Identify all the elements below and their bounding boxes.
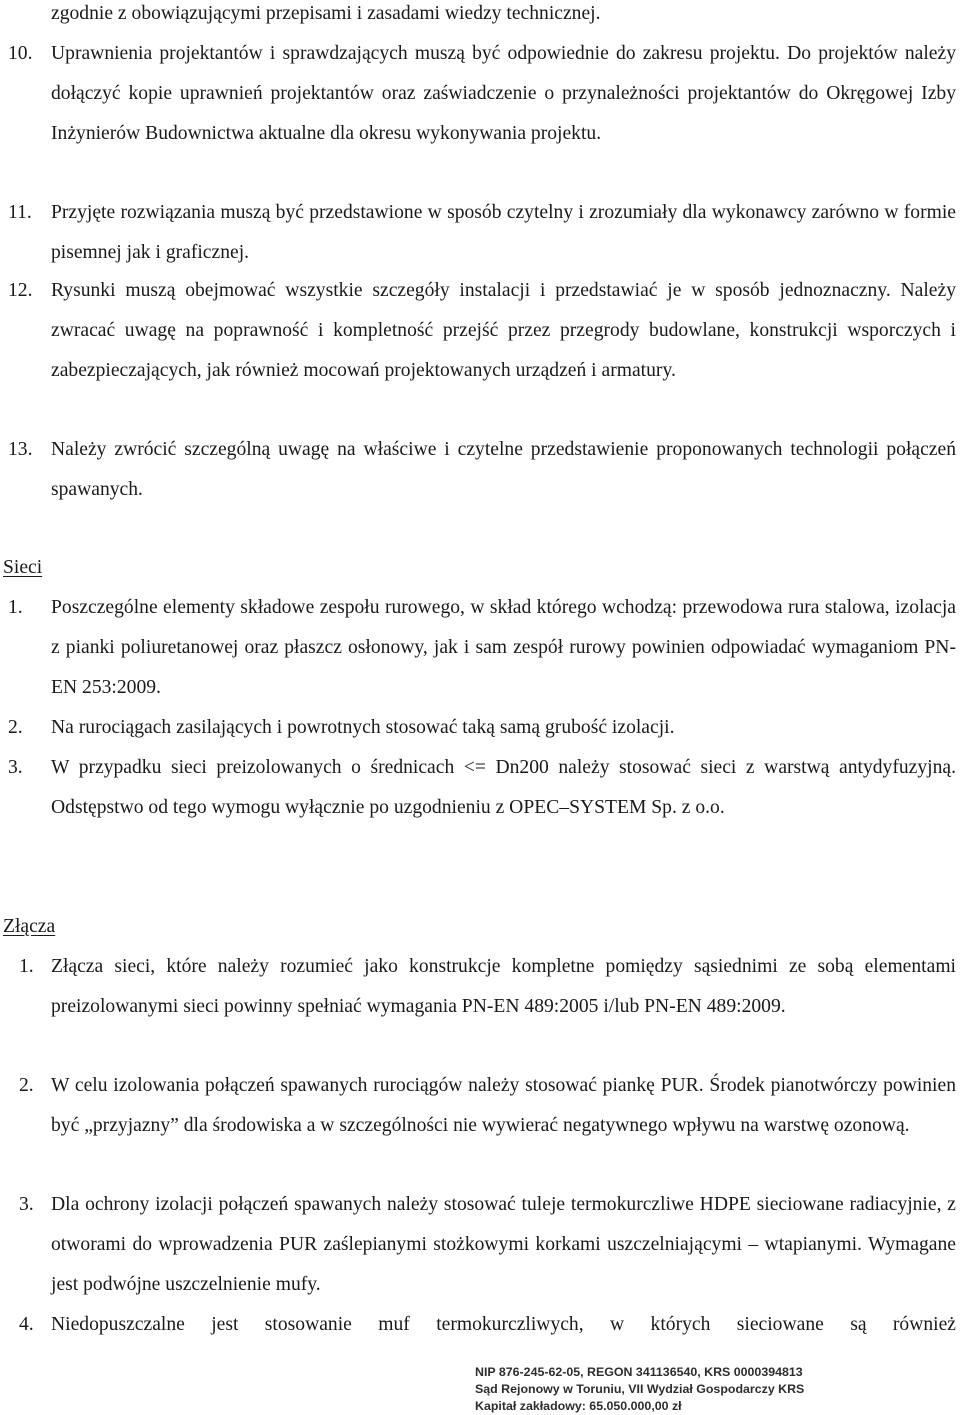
list-item	[0, 430, 956, 510]
item-number: 13.	[8, 439, 33, 460]
footer-line: Kapitał zakładowy: 65.050.000,00 zł	[475, 1399, 682, 1413]
item-text: Poszczególne elementy składowe zespołu rurowego, w skład którego wchodzą: przewodowa rura stalowa, izolacja z pianki poliuretanowej oraz płaszcz osłonowy, jak i sam zespół rurowy powinien odpowiadać wymaganiom PN-EN 253:2009.	[51, 597, 956, 698]
list-item	[0, 748, 956, 828]
item-number: 4.	[19, 1314, 34, 1335]
item-number: 11.	[8, 202, 32, 223]
footer-line: Sąd Rejonowy w Toruniu, VII Wydział Gospodarczy KRS	[475, 1382, 805, 1396]
list-item	[0, 947, 956, 1027]
item-text: W przypadku sieci preizolowanych o średnicach <= Dn200 należy stosować sieci z warstwą antydyfuzyjną. Odstępstwo od tego wymogu wyłącznie po uzgodnieniu z OPEC–SYSTEM Sp. z o.o.	[51, 757, 956, 818]
footer-line: NIP 876-245-62-05, REGON 341136540, KRS 0000394813	[475, 1365, 803, 1379]
item-number: 3.	[19, 1194, 34, 1215]
item-text: W celu izolowania połączeń spawanych rurociągów należy stosować piankę PUR. Środek pianotwórczy powinien być „przyjazny” dla środowiska a w szczególności nie wywierać negatywnego wpływu na warstwę ozonową.	[51, 1075, 956, 1136]
list-item	[0, 193, 956, 273]
item-text: Niedopuszczalne jest stosowanie muf termokurczliwych, w których sieciowane są również	[51, 1314, 956, 1335]
continuation-line: zgodnie z obowiązującymi przepisami i zasadami wiedzy technicznej.	[51, 3, 601, 24]
footer-company-info	[475, 1364, 895, 1415]
list-item	[0, 34, 956, 154]
item-number: 3.	[8, 757, 23, 778]
item-text: Dla ochrony izolacji połączeń spawanych należy stosować tuleje termokurczliwe HDPE sieciowane radiacyjnie, z otworami do wprowadzenia PUR zaślepianymi stożkowymi korkami uszczelniającymi – wtapianymi. Wymagane jest podwójne uszczelnienie mufy.	[51, 1194, 956, 1295]
item-number: 10.	[8, 43, 33, 64]
item-text: Złącza sieci, które należy rozumieć jako konstrukcje kompletne pomiędzy sąsiednimi ze sobą elementami preizolowanymi sieci powinny spełniać wymagania PN-EN 489:2005 i/lub PN-EN 489:2009.	[51, 956, 956, 1017]
list-item	[0, 708, 956, 748]
item-number: 2.	[8, 717, 23, 738]
list-item	[0, 271, 956, 391]
item-text: Rysunki muszą obejmować wszystkie szczegóły instalacji i przedstawiać je w sposób jednoznaczny. Należy zwracać uwagę na poprawność i kompletność przejść przez przegrody budowlane, konstrukcji wsporczych i zabezpieczających, jak również mocowań projektowanych urządzeń i armatury.	[51, 280, 956, 381]
list-item	[0, 1066, 956, 1146]
item-number: 2.	[19, 1075, 34, 1096]
item-number: 12.	[8, 280, 33, 301]
item-number: 1.	[8, 597, 23, 618]
item-text: Na rurociągach zasilających i powrotnych stosować taką samą grubość izolacji.	[51, 717, 675, 738]
list-item	[0, 588, 956, 708]
section-heading-zlacza: Złącza	[3, 916, 56, 937]
section-heading-sieci: Sieci	[3, 557, 43, 578]
list-item	[0, 1305, 956, 1345]
item-number: 1.	[19, 956, 34, 977]
item-text: Należy zwrócić szczególną uwagę na właściwe i czytelne przedstawienie proponowanych technologii połączeń spawanych.	[51, 439, 956, 500]
list-item	[0, 1185, 956, 1305]
item-text: Przyjęte rozwiązania muszą być przedstawione w sposób czytelny i zrozumiały dla wykonawcy zarówno w formie pisemnej jak i graficznej.	[51, 202, 956, 263]
item-text: Uprawnienia projektantów i sprawdzających muszą być odpowiednie do zakresu projektu. Do projektów należy dołączyć kopie uprawnień projektantów oraz zaświadczenie o przynależności projektantów do Okręgowej Izby Inżynierów Budownictwa aktualne dla okresu wykonywania projektu.	[51, 43, 956, 144]
